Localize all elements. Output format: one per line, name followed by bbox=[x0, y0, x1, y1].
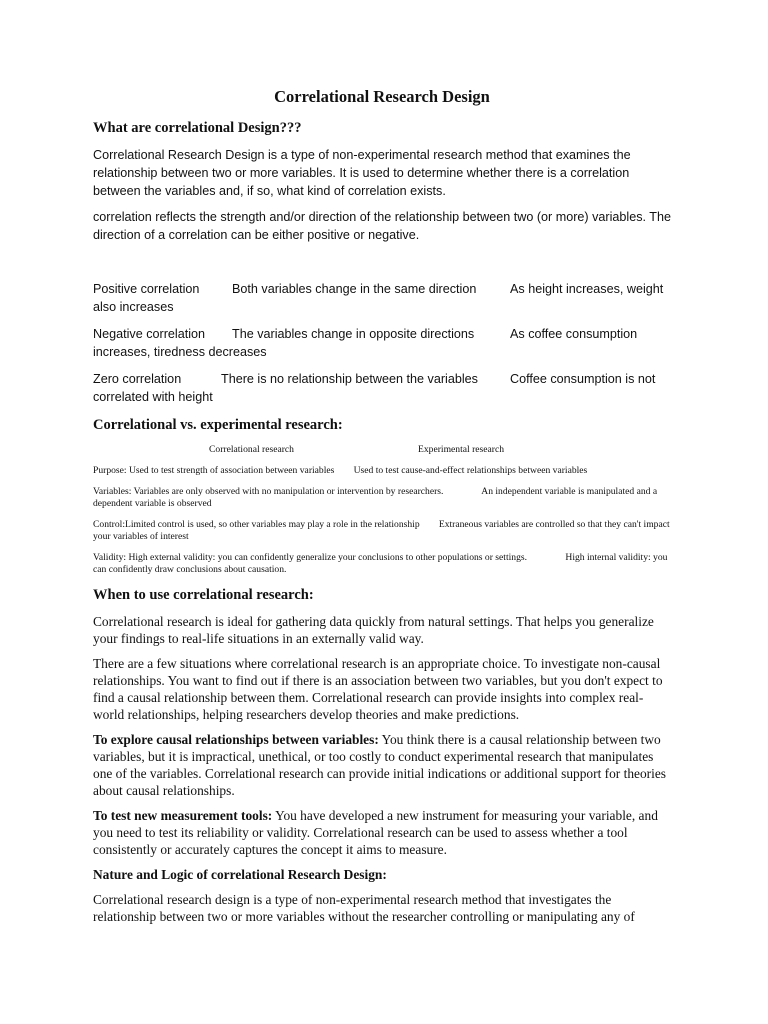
section-heading-nature bbox=[93, 866, 671, 883]
correlation-row-negative bbox=[93, 325, 671, 361]
correlation-description: There is no relationship between the variables bbox=[221, 372, 478, 386]
spacer bbox=[93, 252, 671, 280]
what-paragraph-1: Correlational Research Design is a type of non-experimental research method that examines the relationship between two or more variables. It is used to determine whether there is a correlation between the variables and, if so, what kind of correlation exists. bbox=[93, 148, 631, 198]
comparison-row-validity: Validity: High external validity: you can confidently generalize your conclusions to other populations or settings. High internal validity: you can confidently draw conclusions about causation. bbox=[93, 552, 670, 575]
column-header-correlational: Correlational research bbox=[209, 444, 294, 455]
correlation-description: Both variables change in the same direction bbox=[232, 282, 477, 296]
nature-heading-text: Nature and Logic of correlational Research Design: bbox=[93, 867, 387, 882]
document-page bbox=[93, 86, 671, 933]
nature-paragraph-1: Correlational research design is a type of non-experimental research method that investigates the relationship between two or more variables without the researcher controlling or manipulating any of bbox=[93, 892, 635, 924]
comparison-row-control: Control:Limited control is used, so other variables may play a role in the relationship Extraneous variables are controlled so that they can't impact your variables of interest bbox=[93, 519, 673, 542]
bold-lead: To explore causal relationships between variables: bbox=[93, 732, 379, 747]
correlation-name: Positive correlation bbox=[93, 282, 200, 296]
paragraph-text: You think there is a causal relationship between two variables, but it is impractical, unethical, or too costly to conduct experimental research that manipulates one of the variables. Correlational research can provide initial indications or additional support for theories about causal relationships. bbox=[93, 732, 667, 798]
section-heading-what: What are correlational Design??? bbox=[93, 120, 302, 136]
comparison-header bbox=[93, 443, 671, 456]
correlation-name: Negative correlation bbox=[93, 327, 206, 341]
section-heading-vs: Correlational vs. experimental research: bbox=[93, 417, 343, 433]
column-header-experimental: Experimental research bbox=[418, 444, 505, 455]
when-paragraph-3 bbox=[93, 731, 671, 799]
comparison-row-variables: Variables: Variables are only observed with no manipulation or intervention by researchers. An independent variable is manipulated and a dependent variable is observed bbox=[93, 486, 660, 509]
when-paragraph-2: There are a few situations where correlational research is an appropriate choice. To investigate non-causal relationships. You want to find out if there is an association between two variables, but you don't expect to find a causal relationship between them. Correlational research can provide insights into complex real-world relationships, helping researchers develop theories and make predictions. bbox=[93, 656, 663, 722]
what-paragraph-2: correlation reflects the strength and/or direction of the relationship between two (or more) variables. The direction of a correlation can be either positive or negative. bbox=[93, 210, 671, 242]
correlation-example: As coffee consumption increases, tiredness decreases bbox=[93, 327, 638, 359]
correlation-example: As height increases, weight also increases bbox=[93, 282, 664, 314]
comparison-row-purpose: Purpose: Used to test strength of association between variables Used to test cause-and-effect relationships between variables bbox=[93, 465, 588, 476]
correlation-name: Zero correlation bbox=[93, 372, 182, 386]
correlation-example: Coffee consumption is not correlated with height bbox=[93, 372, 656, 404]
correlation-description: The variables change in opposite directions bbox=[232, 327, 475, 341]
when-paragraph-1: Correlational research is ideal for gathering data quickly from natural settings. That helps you generalize your findings to real-life situations in an externally valid way. bbox=[93, 614, 654, 646]
bold-lead: To test new measurement tools: bbox=[93, 808, 273, 823]
correlation-row-positive bbox=[93, 280, 671, 316]
correlation-row-zero bbox=[93, 370, 671, 406]
paragraph-text: You have developed a new instrument for measuring your variable, and you need to test its reliability or validity. Correlational research can be used to assess whether a tool consistently or accurately captures the concept it aims to measure. bbox=[93, 808, 658, 857]
section-heading-when: When to use correlational research: bbox=[93, 587, 314, 603]
document-title: Correlational Research Design bbox=[274, 87, 490, 106]
when-paragraph-4 bbox=[93, 807, 671, 858]
